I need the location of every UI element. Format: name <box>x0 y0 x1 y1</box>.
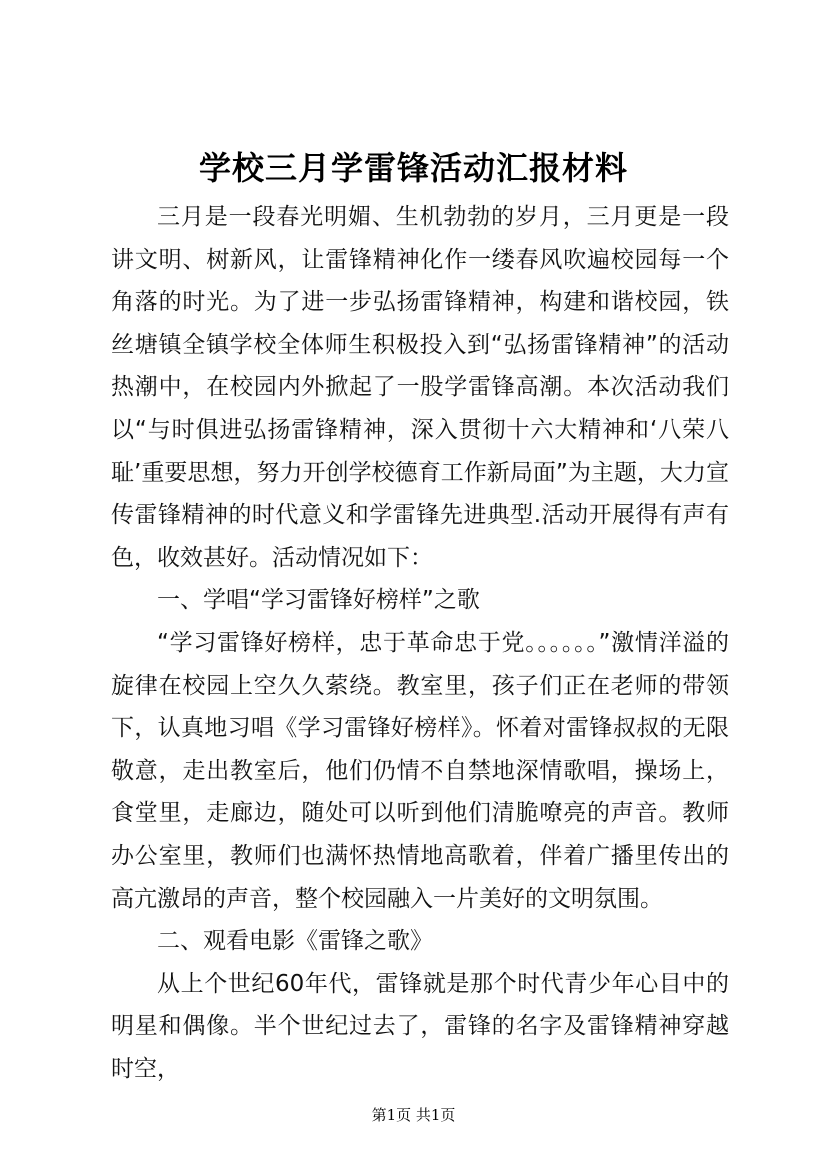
section-heading-1: 一、学唱“学习雷锋好榜样”之歌 <box>157 587 480 614</box>
document-title: 学校三月学雷锋活动汇报材料 <box>198 149 628 187</box>
section-heading-2: 二、观看电影《雷锋之歌》 <box>157 928 433 955</box>
paragraph-movie: 从上个世纪60年代，雷锋就是那个时代青少年心目中的明星和偶像。半个世纪过去了，雷锋的名字及雷锋精神穿越时空， <box>111 970 729 1082</box>
page-footer: 第1页 共1页 <box>371 1106 456 1124</box>
paragraph-intro: 三月是一段春光明媚、生机勃勃的岁月，三月更是一段讲文明、树新风，让雷锋精神化作一缕春风吹遍校园每一个角落的时光。为了进一步弘扬雷锋精神，构建和谐校园，铁丝塘镇全镇学校全体师生积极投入到“弘扬雷锋精神”的活动热潮中，在校园内外掀起了一股学雷锋高潮。本次活动我们以“与时俱进弘扬雷锋精神，深入贯彻十六大精神和‘八荣八耻’重要思想，努力开创学校德育工作新局面”为主题，大力宣传雷锋精神的时代意义和学雷锋先进典型.活动开展得有声有色，收效甚好。活动情况如下： <box>111 204 729 571</box>
document-body <box>111 196 729 1090</box>
paragraph-song: “学习雷锋好榜样，忠于革命忠于党。。。。。。”激情洋溢的旋律在校园上空久久萦绕。教室里，孩子们正在老师的带领下，认真地习唱《学习雷锋好榜样》。怀着对雷锋叔叔的无限敬意，走出教室后，他们仍情不自禁地深情歌唱，操场上，食堂里，走廊边，随处可以听到他们清脆嘹亮的声音。教师办公室里，教师们也满怀热情地高歌着，伴着广播里传出的高亢激昂的声音，整个校园融入一片美好的文明氛围。 <box>111 629 729 912</box>
